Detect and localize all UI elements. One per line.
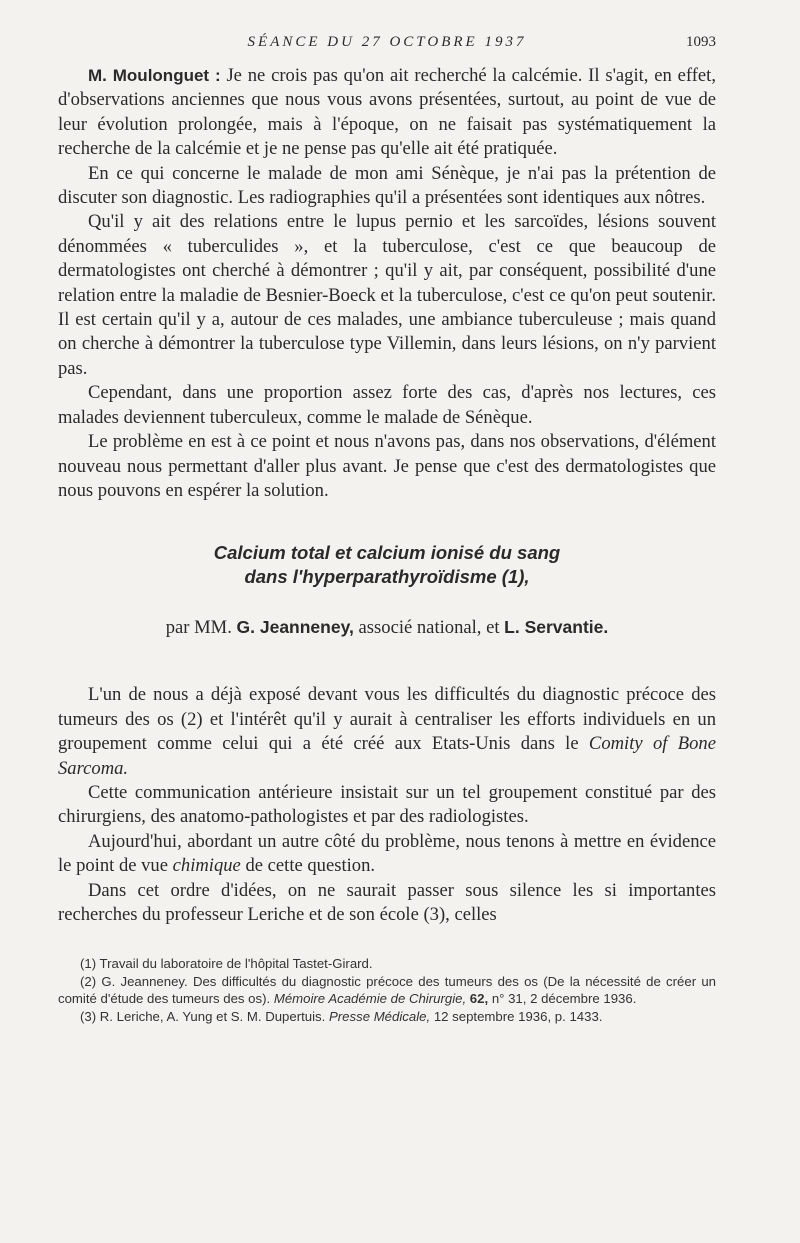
footnote-2-date: n° 31, 2 décembre 1936.	[491, 991, 637, 1007]
footnotes	[58, 955, 716, 1025]
footnote-1: (1) Travail du laboratoire de l'hôpital Tastet-Girard.	[80, 956, 373, 972]
running-header	[58, 34, 716, 64]
footnote-3	[58, 1008, 716, 1026]
footnote-3-journal: Presse Médicale,	[328, 1008, 431, 1024]
chimique-emphasis: chimique	[172, 855, 241, 877]
article-paragraph-2: Cette communication antérieure insistait sur un tel groupement constitué par des chirurgiens, des anatomo-pathologistes et par des radiologistes.	[58, 781, 716, 828]
article-title-line-1: Calcium total et calcium ionisé du sang	[213, 542, 561, 564]
discussion-paragraph-4: Cependant, dans une proportion assez forte des cas, d'après nos lectures, ces malades deviennent tuberculeux, comme le malade de Sénèque.	[58, 382, 716, 428]
footnote-3-date: 12 septembre 1936, p. 1433.	[433, 1008, 603, 1024]
discussion-section	[58, 64, 716, 503]
footnote-2	[58, 973, 716, 1008]
author-servantie: L. Servantie.	[504, 617, 609, 638]
footnote-2-volume: 62,	[469, 991, 489, 1007]
discussion-paragraph-2: En ce qui concerne le malade de mon ami Sénèque, je n'ai pas la prétention de discuter son diagnostic. Les radiographies qu'il a présentées sont identiques aux nôtres.	[58, 162, 716, 209]
speaker-name: M. Moulonguet :	[88, 66, 221, 85]
footnote-2-journal: Mémoire Académie de Chirurgie,	[273, 991, 467, 1007]
page-number: 1093	[686, 34, 716, 50]
article-body	[58, 683, 716, 927]
discussion-paragraph-1	[58, 64, 716, 162]
authors-prefix: par MM.	[165, 617, 232, 639]
discussion-paragraph-1-text: Je ne crois pas qu'on ait recherché la calcémie. Il s'agit, en effet, d'observations anciennes que nous vous avons présentées, surtout, au point de vue de leur évolution prolongée, mais à l'époque, on ne faisait pas systématiquement la recherche de la calcémie et je ne pense pas qu'elle ait été pratiquée.	[58, 65, 716, 160]
article-paragraph-4: Dans cet ordre d'idées, on ne saurait passer sous silence les si importantes recherches du professeur Leriche et de son école (3), celles	[58, 879, 716, 925]
article-authors	[58, 617, 716, 639]
footnote-3-text: (3) R. Leriche, A. Yung et S. M. Dupertuis.	[80, 1008, 326, 1024]
comity-reference: Comity of Bone Sarcoma.	[58, 733, 716, 779]
discussion-paragraph-3: Qu'il y ait des relations entre le lupus pernio et les sarcoïdes, lésions souvent dénommées « tuberculides », et la tuberculose, c'est ce que beaucoup de dermatologistes ont cherché à démontrer ; qu'il y ait, par conséquent, possibilité d'une relation entre la maladie de Besnier-Boeck et la tuberculose, c'est ce qu'on peut soutenir. Il est certain qu'il y a, autour de ces malades, une ambiance tuberculeuse ; mais quand on cherche à démontrer la tuberculose type Villemin, dans leurs lésions, on n'y parvient pas.	[58, 211, 716, 379]
running-title: SÉANCE DU 27 OCTOBRE 1937	[247, 34, 527, 50]
article-paragraph-3-text: Aujourd'hui, abordant un autre côté du problème, nous tenons à mettre en évidence le point de vue	[58, 830, 716, 877]
article-paragraph-1-text: L'un de nous a déjà exposé devant vous les difficultés du diagnostic précoce des tumeurs des os (2) et l'intérêt qu'il y aurait à centraliser les efforts individuels en un groupement comme celui qui a été créé aux Etats-Unis dans le	[58, 684, 716, 755]
footnote-2-text: (2) G. Jeanneney. Des difficultés du diagnostic précoce des tumeurs des os (De la nécessité de créer un comité d'étude des tumeurs des os).	[58, 973, 716, 1007]
authors-middle: associé national, et	[358, 617, 500, 639]
article-paragraph-1	[58, 683, 716, 781]
article-paragraph-3-end: de cette question.	[245, 855, 376, 877]
discussion-paragraph-5: Le problème en est à ce point et nous n'avons pas, dans nos observations, d'élément nouveau nous permettant d'aller plus avant. Je pense que c'est des dermatologistes que nous pouvons en espérer la solution.	[58, 431, 716, 501]
article-title	[58, 541, 716, 589]
author-jeanneney: G. Jeanneney,	[236, 617, 354, 638]
article-paragraph-3	[58, 830, 716, 879]
article-title-line-2: dans l'hyperparathyroïdisme (1),	[244, 566, 530, 588]
